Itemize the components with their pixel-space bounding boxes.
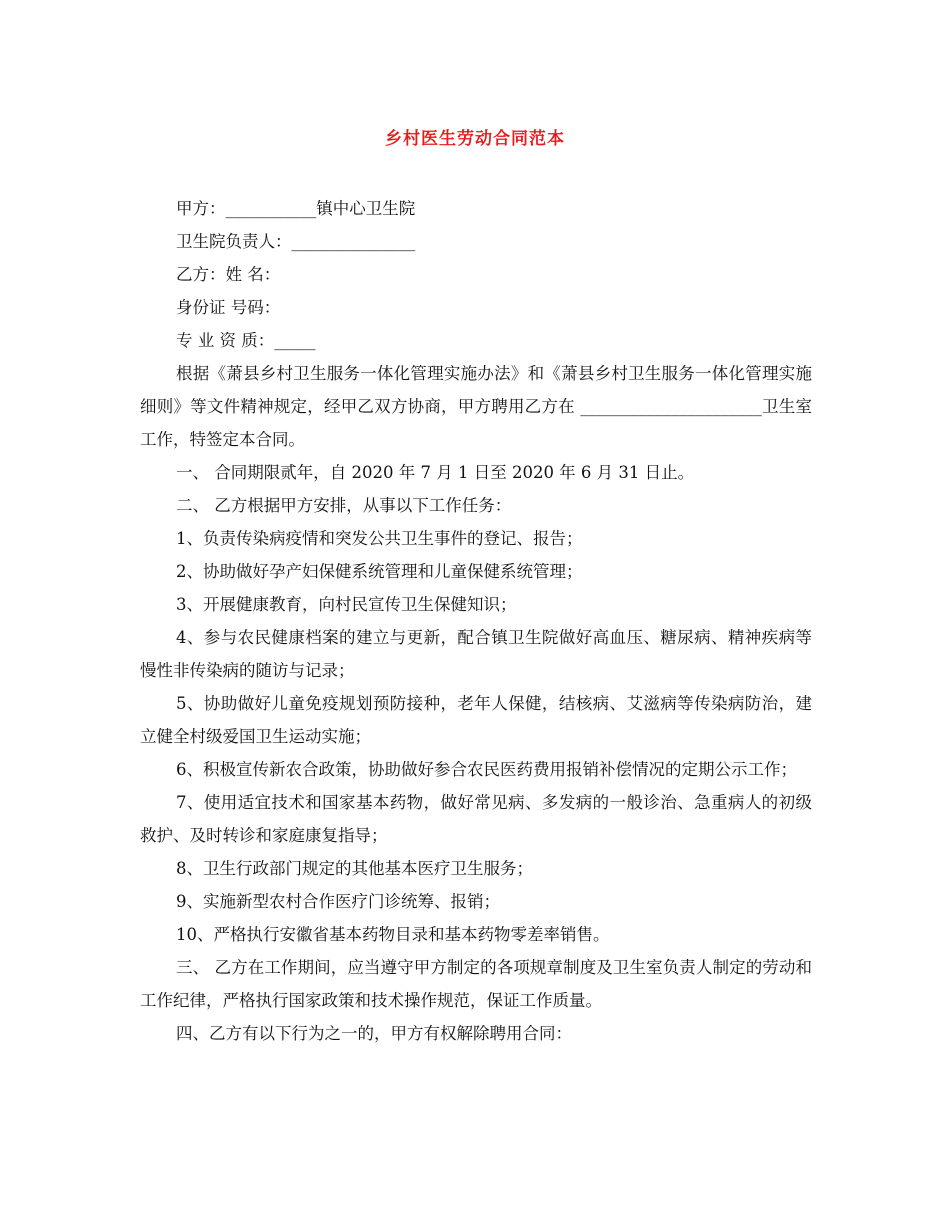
duty-item-2: 2、协助做好孕产妇保健系统管理和儿童保健系统管理； — [176, 562, 583, 581]
duty-item-1: 1、负责传染病疫情和突发公共卫生事件的登记、报告； — [176, 529, 583, 548]
id-number-field: 身份证 号码： — [176, 298, 281, 317]
clause-1-term: 一、 合同期限贰年，自 2020 年 7 月 1 日至 2020 年 6 月 31 日止。 — [176, 463, 695, 482]
preamble-paragraph: 根据《萧县乡村卫生服务一体化管理实施办法》和《萧县乡村卫生服务一体化管理实施细则》等文件精神规定，经甲乙双方协商，甲方聘用乙方在 ______________________卫生室工作，特签定本合同。 — [140, 364, 812, 449]
duty-item-10: 10、严格执行安徽省基本药物目录和基本药物零差率销售。 — [176, 925, 610, 944]
document-body — [140, 192, 812, 1050]
qualification-field: 专 业 资 质：_____ — [176, 331, 316, 350]
document-title: 乡村医生劳动合同范本 — [385, 129, 565, 149]
duty-item-7: 7、使用适宜技术和国家基本药物，做好常见病、多发病的一般诊治、急重病人的初级救护、及时转诊和家庭康复指导； — [140, 793, 812, 845]
hospital-head-field: 卫生院负责人：_______________ — [176, 232, 416, 251]
duty-item-5: 5、协助做好儿童免疫规划预防接种，老年人保健，结核病、艾滋病等传染病防治，建立健全村级爱国卫生运动实施； — [140, 694, 812, 746]
party-b-name-field: 乙方：姓 名： — [176, 265, 281, 284]
party-a-field: 甲方：___________镇中心卫生院 — [176, 199, 416, 218]
duty-item-3: 3、开展健康教育，向村民宣传卫生保健知识； — [176, 595, 517, 614]
duty-item-9: 9、实施新型农村合作医疗门诊统筹、报销； — [176, 892, 500, 911]
duty-item-8: 8、卫生行政部门规定的其他基本医疗卫生服务； — [176, 859, 533, 878]
duty-item-6: 6、积极宣传新农合政策，协助做好参合农民医药费用报销补偿情况的定期公示工作； — [176, 760, 797, 779]
clause-2-duties: 二、 乙方根据甲方安排，从事以下工作任务： — [176, 496, 512, 515]
duty-item-4: 4、参与农民健康档案的建立与更新，配合镇卫生院做好高血压、糖尿病、精神疾病等慢性非传染病的随访与记录； — [140, 628, 812, 680]
clause-4-termination: 四、乙方有以下行为之一的，甲方有权解除聘用合同： — [176, 1024, 572, 1043]
clause-3-discipline: 三、 乙方在工作期间，应当遵守甲方制定的各项规章制度及卫生室负责人制定的劳动和工作纪律，严格执行国家政策和技术操作规范，保证工作质量。 — [140, 958, 812, 1010]
